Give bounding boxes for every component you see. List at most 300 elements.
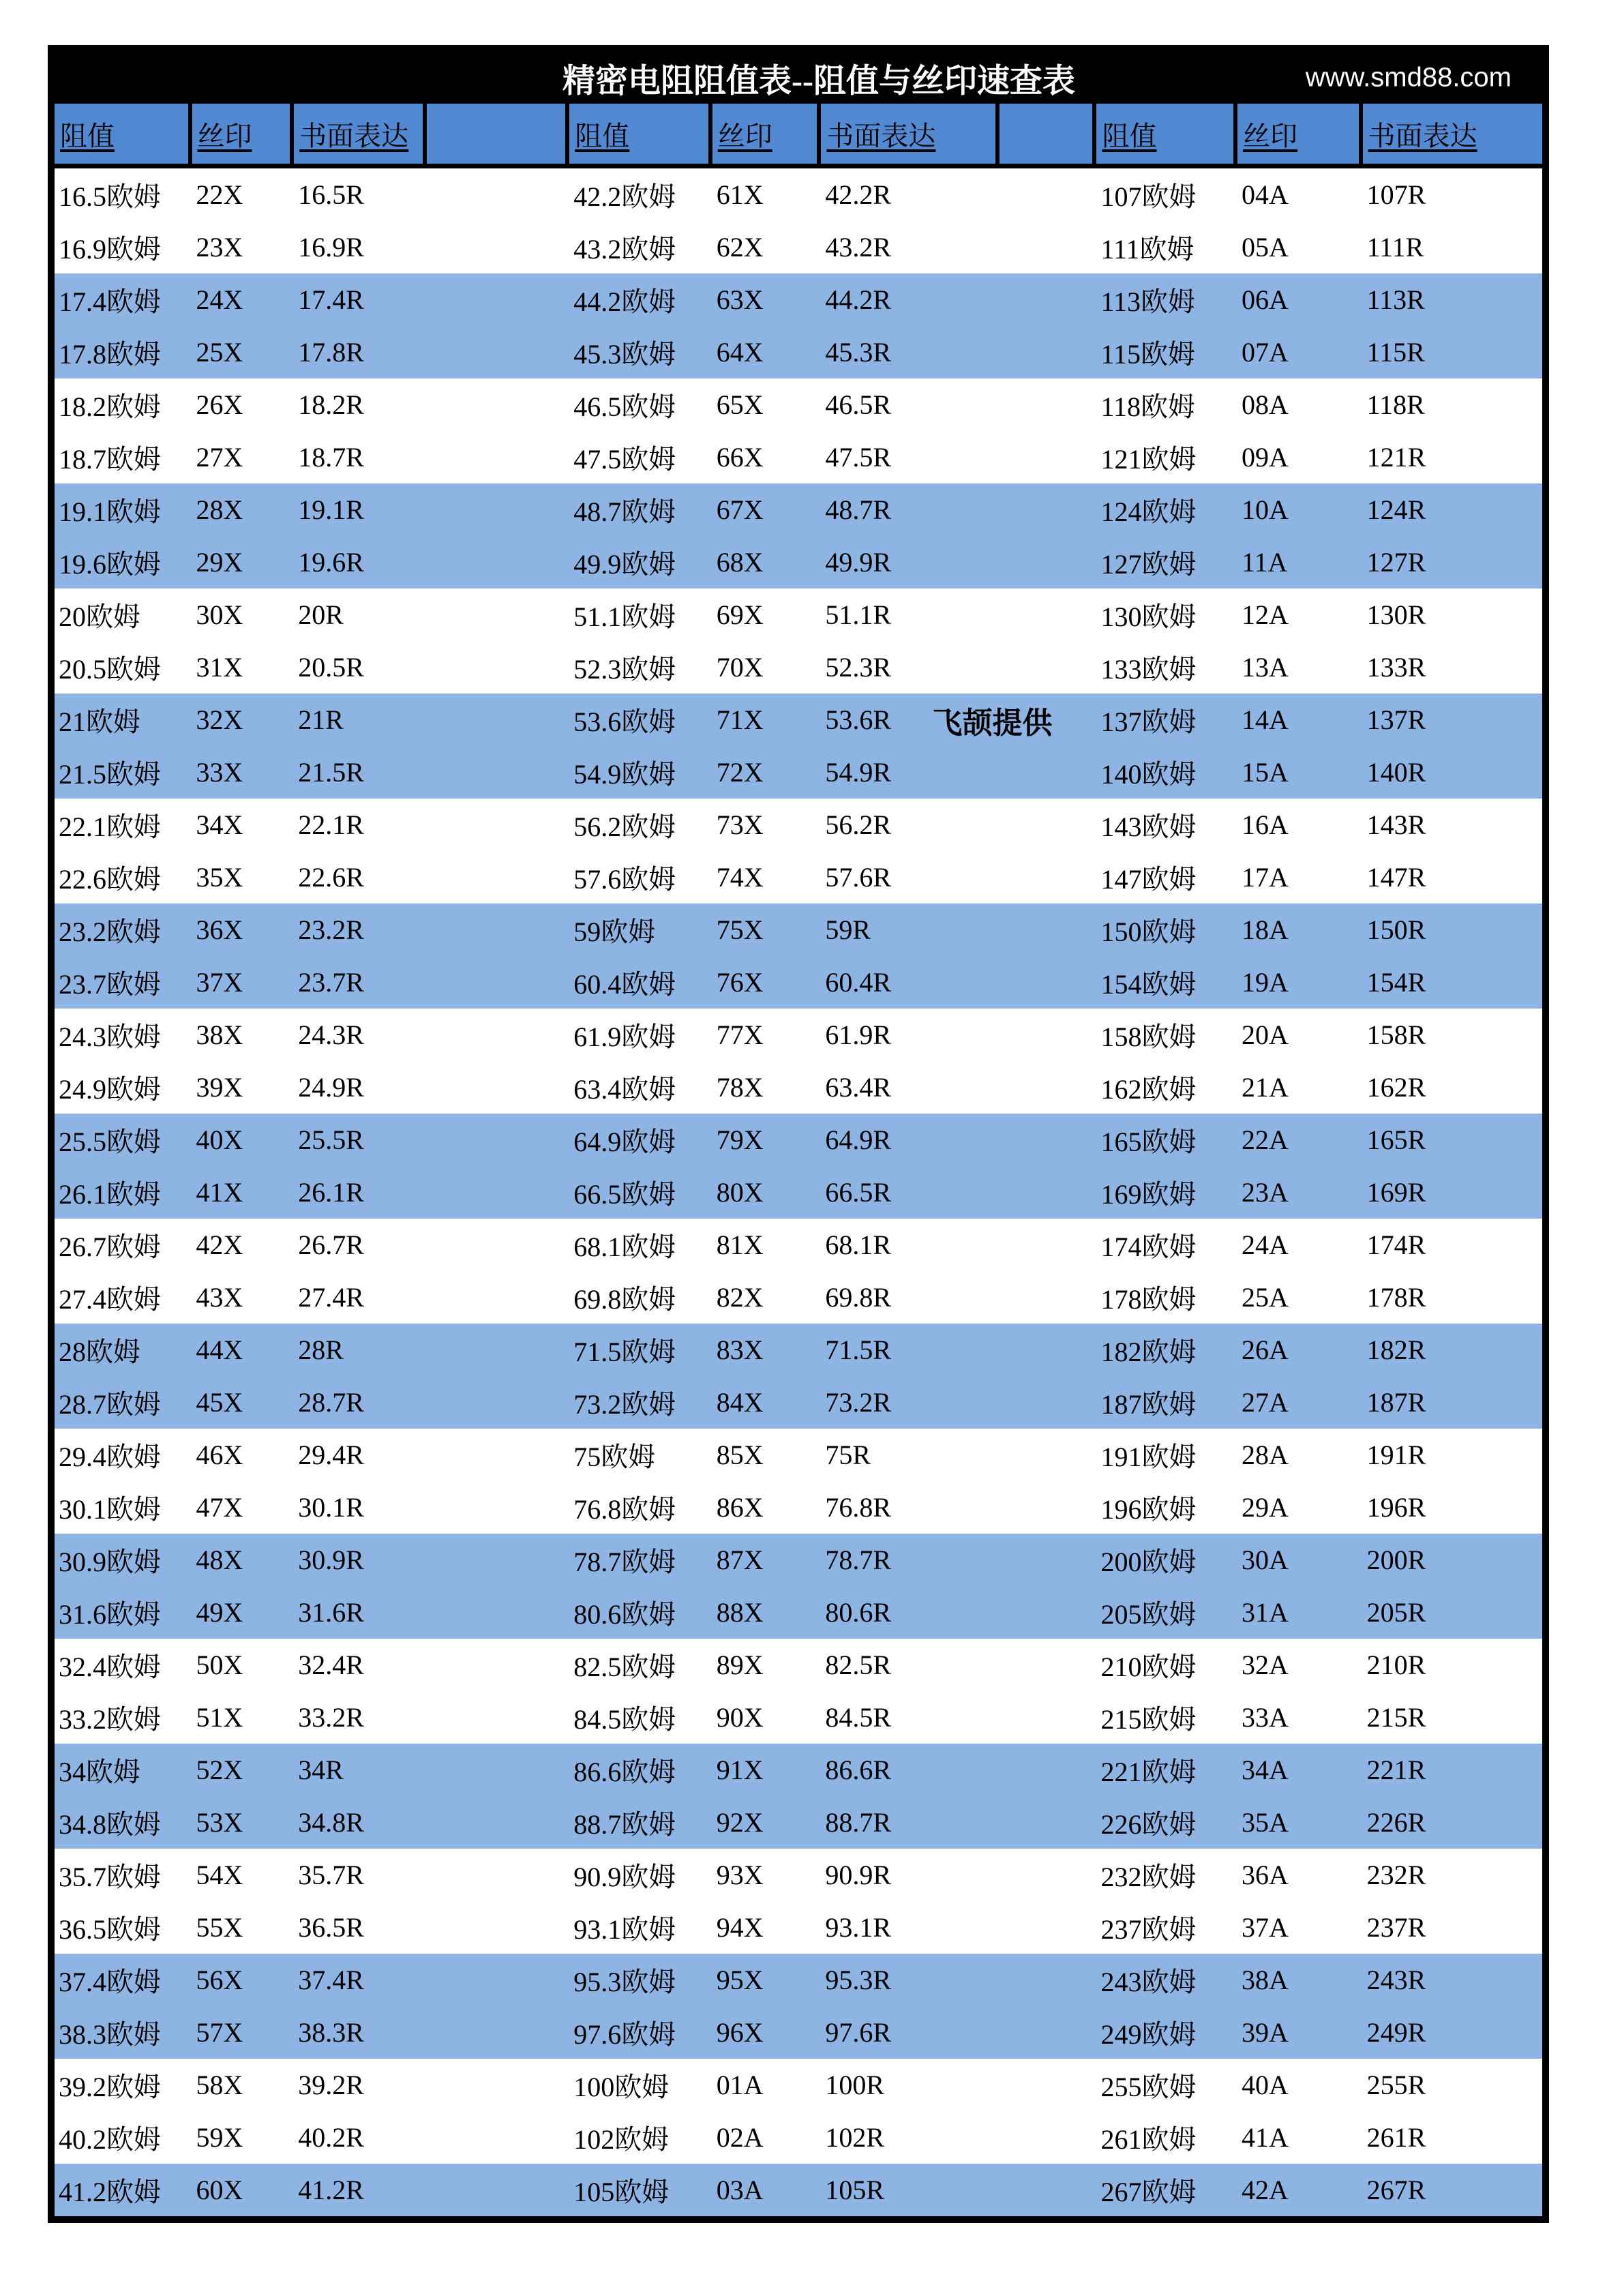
cell-silkscreen: 55X <box>196 1912 243 1943</box>
cell-resistance: 23.2欧姆 <box>59 916 161 947</box>
cell-resistance: 34欧姆 <box>59 1757 140 1787</box>
cell-silkscreen: 88X <box>716 1597 764 1628</box>
table-row <box>55 1639 1542 1691</box>
cell-written: 261R <box>1366 2122 1426 2153</box>
cell-silkscreen: 11A <box>1242 547 1288 578</box>
cell-written: 97.6R <box>825 2017 892 2048</box>
cell-silkscreen: 65X <box>716 389 764 420</box>
cell-written: 154R <box>1366 967 1426 998</box>
cell-written: 111R <box>1366 232 1424 263</box>
cell-resistance: 66.5欧姆 <box>573 1179 676 1210</box>
cell-silkscreen: 74X <box>716 862 764 893</box>
cell-silkscreen: 84X <box>716 1387 764 1418</box>
cell-silkscreen: 30A <box>1242 1545 1289 1575</box>
table-row <box>55 1114 1542 1166</box>
cell-silkscreen: 90X <box>716 1702 764 1733</box>
cell-silkscreen: 23X <box>196 232 243 263</box>
cell-silkscreen: 30X <box>196 599 243 630</box>
cell-resistance: 249欧姆 <box>1100 2019 1197 2050</box>
cell-resistance: 107欧姆 <box>1100 181 1197 212</box>
gap-cell <box>427 588 570 641</box>
table-row <box>55 1796 1542 1849</box>
cell-written: 19.6R <box>298 547 364 578</box>
cell-resistance: 115欧姆 <box>1100 339 1195 370</box>
cell-written: 150R <box>1366 914 1426 945</box>
cell-written: 78.7R <box>825 1545 892 1575</box>
gap-cell <box>1000 326 1097 378</box>
cell-written: 17.4R <box>298 284 364 315</box>
cell-written: 191R <box>1366 1440 1426 1470</box>
cell-resistance: 111欧姆 <box>1100 234 1195 265</box>
cell-silkscreen: 66X <box>716 442 764 473</box>
cell-silkscreen: 28A <box>1242 1440 1289 1470</box>
cell-written: 200R <box>1366 1545 1426 1575</box>
gap-cell <box>1000 2111 1097 2164</box>
cell-silkscreen: 89X <box>716 1650 764 1680</box>
cell-silkscreen: 75X <box>716 914 764 945</box>
cell-resistance: 24.3欧姆 <box>59 1022 161 1052</box>
gap-cell <box>1000 1796 1097 1849</box>
table-row <box>55 746 1542 799</box>
cell-resistance: 226欧姆 <box>1100 1809 1197 1840</box>
gap-cell <box>427 1061 570 1114</box>
cell-silkscreen: 49X <box>196 1597 243 1628</box>
cell-resistance: 196欧姆 <box>1100 1494 1197 1525</box>
table-row <box>55 483 1542 536</box>
gap-cell <box>427 1954 570 2006</box>
cell-written: 43.2R <box>825 232 892 263</box>
cell-resistance: 30.9欧姆 <box>59 1547 161 1577</box>
cell-written: 27.4R <box>298 1282 364 1313</box>
gap-cell <box>1000 168 1097 221</box>
gap-cell <box>1000 588 1097 641</box>
table-row <box>55 2111 1542 2164</box>
cell-resistance: 21欧姆 <box>59 706 140 737</box>
table-header <box>55 104 1542 168</box>
cell-resistance: 243欧姆 <box>1100 1967 1197 1997</box>
cell-resistance: 45.3欧姆 <box>573 339 676 370</box>
cell-silkscreen: 68X <box>716 547 764 578</box>
gap-cell <box>427 1166 570 1219</box>
cell-written: 69.8R <box>825 1282 892 1313</box>
gap-cell <box>1000 956 1097 1009</box>
cell-silkscreen: 47X <box>196 1492 243 1523</box>
cell-written: 255R <box>1366 2070 1426 2100</box>
table-row <box>55 1219 1542 1271</box>
cell-silkscreen: 35X <box>196 862 243 893</box>
cell-written: 26.1R <box>298 1177 364 1208</box>
cell-written: 53.6R <box>825 704 892 735</box>
gap-cell <box>1000 536 1097 588</box>
table-row <box>55 273 1542 326</box>
gap-cell <box>1000 1376 1097 1429</box>
cell-written: 66.5R <box>825 1177 892 1208</box>
gap-cell <box>1000 1324 1097 1376</box>
cell-resistance: 24.9欧姆 <box>59 1074 161 1105</box>
cell-resistance: 47.5欧姆 <box>573 444 676 475</box>
cell-silkscreen: 57X <box>196 2017 243 2048</box>
cell-resistance: 95.3欧姆 <box>573 1967 676 1997</box>
cell-written: 37.4R <box>298 1965 364 1995</box>
cell-resistance: 17.4欧姆 <box>59 286 161 317</box>
cell-written: 215R <box>1366 1702 1426 1733</box>
cell-silkscreen: 19A <box>1242 967 1289 998</box>
cell-written: 90.9R <box>825 1860 892 1890</box>
table-row <box>55 431 1542 483</box>
cell-resistance: 75欧姆 <box>573 1442 656 1472</box>
table-row <box>55 1009 1542 1061</box>
cell-silkscreen: 71X <box>716 704 764 735</box>
cell-silkscreen: 36A <box>1242 1860 1289 1890</box>
cell-silkscreen: 27A <box>1242 1387 1289 1418</box>
cell-resistance: 150欧姆 <box>1100 916 1197 947</box>
cell-silkscreen: 81X <box>716 1229 764 1260</box>
cell-resistance: 16.9欧姆 <box>59 234 161 265</box>
cell-resistance: 18.7欧姆 <box>59 444 161 475</box>
cell-resistance: 105欧姆 <box>573 2177 670 2207</box>
gap-cell <box>427 799 570 851</box>
cell-written: 267R <box>1366 2175 1426 2205</box>
gap-cell <box>427 1009 570 1061</box>
cell-resistance: 56.2欧姆 <box>573 811 676 842</box>
cell-written: 113R <box>1366 284 1425 315</box>
cell-written: 174R <box>1366 1229 1426 1260</box>
cell-resistance: 191欧姆 <box>1100 1442 1197 1472</box>
cell-silkscreen: 31X <box>196 652 243 683</box>
gap-cell <box>1000 1166 1097 1219</box>
cell-written: 56.2R <box>825 809 892 840</box>
cell-written: 115R <box>1366 337 1425 368</box>
cell-resistance: 237欧姆 <box>1100 1914 1197 1945</box>
cell-silkscreen: 48X <box>196 1545 243 1575</box>
gap-cell <box>427 2059 570 2111</box>
cell-written: 133R <box>1366 652 1426 683</box>
cell-silkscreen: 46X <box>196 1440 243 1470</box>
cell-silkscreen: 01A <box>716 2070 764 2100</box>
gap-cell <box>427 1219 570 1271</box>
table-row <box>55 1954 1542 2006</box>
cell-silkscreen: 36X <box>196 914 243 945</box>
cell-written: 73.2R <box>825 1387 892 1418</box>
gap-cell <box>427 1849 570 1901</box>
cell-written: 22.1R <box>298 809 364 840</box>
website-link[interactable]: www.smd88.com <box>1305 62 1512 93</box>
gap-cell <box>427 326 570 378</box>
cell-silkscreen: 27X <box>196 442 243 473</box>
cell-resistance: 174欧姆 <box>1100 1232 1197 1262</box>
gap-cell <box>1000 1009 1097 1061</box>
gap-cell <box>427 1586 570 1639</box>
table-row <box>55 904 1542 956</box>
cell-resistance: 90.9欧姆 <box>573 1862 676 1892</box>
cell-resistance: 69.8欧姆 <box>573 1284 676 1315</box>
cell-silkscreen: 20A <box>1242 1019 1289 1050</box>
cell-written: 25.5R <box>298 1124 364 1155</box>
cell-silkscreen: 17A <box>1242 862 1289 893</box>
cell-silkscreen: 42X <box>196 1229 243 1260</box>
gap-cell <box>427 483 570 536</box>
cell-resistance: 60.4欧姆 <box>573 969 676 1000</box>
cell-silkscreen: 26X <box>196 389 243 420</box>
cell-silkscreen: 72X <box>716 757 764 788</box>
gap-cell <box>1000 851 1097 904</box>
cell-silkscreen: 94X <box>716 1912 764 1943</box>
cell-written: 17.8R <box>298 337 364 368</box>
gap-cell <box>427 431 570 483</box>
cell-resistance: 51.1欧姆 <box>573 601 676 632</box>
gap-cell <box>427 221 570 273</box>
cell-written: 54.9R <box>825 757 892 788</box>
cell-silkscreen: 16A <box>1242 809 1289 840</box>
cell-written: 205R <box>1366 1597 1426 1628</box>
cell-written: 140R <box>1366 757 1426 788</box>
gap-cell <box>1000 2006 1097 2059</box>
cell-resistance: 64.9欧姆 <box>573 1127 676 1157</box>
cell-silkscreen: 58X <box>196 2070 243 2100</box>
cell-silkscreen: 09A <box>1242 442 1289 473</box>
cell-written: 18.7R <box>298 442 364 473</box>
cell-silkscreen: 86X <box>716 1492 764 1523</box>
cell-resistance: 162欧姆 <box>1100 1074 1197 1105</box>
table-row <box>55 2059 1542 2111</box>
cell-written: 86.6R <box>825 1755 892 1785</box>
cell-resistance: 88.7欧姆 <box>573 1809 676 1840</box>
cell-written: 35.7R <box>298 1860 364 1890</box>
cell-silkscreen: 52X <box>196 1755 243 1785</box>
cell-written: 61.9R <box>825 1019 892 1050</box>
header-resistance-3: 阻值 <box>1096 104 1237 164</box>
cell-written: 34R <box>298 1755 344 1785</box>
gap-cell <box>1000 746 1097 799</box>
cell-silkscreen: 02A <box>716 2122 764 2153</box>
cell-resistance: 27.4欧姆 <box>59 1284 161 1315</box>
header-silkscreen-2: 丝印 <box>712 104 822 164</box>
cell-resistance: 118欧姆 <box>1100 391 1195 422</box>
cell-written: 19.1R <box>298 494 364 525</box>
cell-resistance: 68.1欧姆 <box>573 1232 676 1262</box>
cell-written: 41.2R <box>298 2175 364 2205</box>
table-row <box>55 2164 1542 2216</box>
table-row <box>55 221 1542 273</box>
cell-written: 16.9R <box>298 232 364 263</box>
cell-written: 42.2R <box>825 179 892 210</box>
cell-written: 38.3R <box>298 2017 364 2048</box>
cell-resistance: 71.5欧姆 <box>573 1337 676 1367</box>
cell-resistance: 22.6欧姆 <box>59 864 161 895</box>
cell-silkscreen: 33X <box>196 757 243 788</box>
cell-resistance: 28.7欧姆 <box>59 1389 161 1420</box>
gap-cell <box>427 1271 570 1324</box>
table-row <box>55 1324 1542 1376</box>
cell-silkscreen: 40X <box>196 1124 243 1155</box>
cell-resistance: 39.2欧姆 <box>59 2072 161 2102</box>
cell-silkscreen: 64X <box>716 337 764 368</box>
gap-cell <box>1000 904 1097 956</box>
cell-written: 100R <box>825 2070 885 2100</box>
cell-resistance: 158欧姆 <box>1100 1022 1197 1052</box>
table-row <box>55 536 1542 588</box>
cell-resistance: 20.5欧姆 <box>59 654 161 685</box>
cell-silkscreen: 51X <box>196 1702 243 1733</box>
cell-written: 33.2R <box>298 1702 364 1733</box>
cell-silkscreen: 21A <box>1242 1072 1289 1103</box>
cell-resistance: 22.1欧姆 <box>59 811 161 842</box>
cell-silkscreen: 07A <box>1242 337 1289 368</box>
table-row <box>55 1166 1542 1219</box>
cell-written: 23.7R <box>298 967 364 998</box>
gap-cell <box>1000 2164 1097 2216</box>
cell-resistance: 43.2欧姆 <box>573 234 676 265</box>
cell-written: 45.3R <box>825 337 892 368</box>
cell-resistance: 200欧姆 <box>1100 1547 1197 1577</box>
cell-resistance: 23.7欧姆 <box>59 969 161 1000</box>
cell-silkscreen: 23A <box>1242 1177 1289 1208</box>
cell-resistance: 33.2欧姆 <box>59 1704 161 1735</box>
cell-silkscreen: 79X <box>716 1124 764 1155</box>
cell-written: 21.5R <box>298 757 364 788</box>
header-resistance-2: 阻值 <box>569 104 712 164</box>
gap-cell <box>1000 1114 1097 1166</box>
cell-silkscreen: 40A <box>1242 2070 1289 2100</box>
cell-silkscreen: 42A <box>1242 2175 1289 2205</box>
cell-resistance: 210欧姆 <box>1100 1652 1197 1682</box>
cell-silkscreen: 80X <box>716 1177 764 1208</box>
cell-resistance: 127欧姆 <box>1100 549 1197 580</box>
page-title: 精密电阻阻值表--阻值与丝印速查表 <box>562 63 1075 100</box>
cell-written: 49.9R <box>825 547 892 578</box>
gap-cell <box>427 746 570 799</box>
cell-silkscreen: 73X <box>716 809 764 840</box>
cell-silkscreen: 05A <box>1242 232 1289 263</box>
cell-written: 196R <box>1366 1492 1426 1523</box>
cell-written: 47.5R <box>825 442 892 473</box>
header-written-1: 书面表达 <box>294 104 427 164</box>
cell-silkscreen: 08A <box>1242 389 1289 420</box>
gap-cell <box>1000 1534 1097 1586</box>
header-written-3: 书面表达 <box>1368 120 1477 151</box>
cell-resistance: 215欧姆 <box>1100 1704 1197 1735</box>
gap-cell <box>1000 1061 1097 1114</box>
cell-silkscreen: 29X <box>196 547 243 578</box>
cell-silkscreen: 10A <box>1242 494 1289 525</box>
table-row <box>55 1901 1542 1954</box>
cell-written: 226R <box>1366 1807 1426 1838</box>
cell-written: 75R <box>825 1440 871 1470</box>
cell-silkscreen: 06A <box>1242 284 1289 315</box>
cell-silkscreen: 62X <box>716 232 764 263</box>
table-row <box>55 1691 1542 1744</box>
gap-cell <box>1000 1429 1097 1481</box>
cell-written: 105R <box>825 2175 885 2205</box>
cell-resistance: 61.9欧姆 <box>573 1022 676 1052</box>
cell-written: 121R <box>1366 442 1426 473</box>
gap-cell <box>427 2164 570 2216</box>
title-bar <box>55 52 1542 104</box>
gap-cell <box>427 1796 570 1849</box>
cell-silkscreen: 85X <box>716 1440 764 1470</box>
cell-silkscreen: 83X <box>716 1335 764 1365</box>
cell-written: 147R <box>1366 862 1426 893</box>
gap-cell <box>427 956 570 1009</box>
cell-written: 24.9R <box>298 1072 364 1103</box>
table-row <box>55 168 1542 221</box>
cell-silkscreen: 28X <box>196 494 243 525</box>
header-written-2: 书面表达 <box>821 104 999 164</box>
cell-resistance: 52.3欧姆 <box>573 654 676 685</box>
cell-silkscreen: 22X <box>196 179 243 210</box>
header-gap-1 <box>427 104 570 164</box>
cell-written: 221R <box>1366 1755 1426 1785</box>
cell-silkscreen: 76X <box>716 967 764 998</box>
cell-written: 68.1R <box>825 1229 892 1260</box>
cell-resistance: 28欧姆 <box>59 1337 140 1367</box>
gap-cell <box>427 536 570 588</box>
cell-silkscreen: 03A <box>716 2175 764 2205</box>
cell-resistance: 187欧姆 <box>1100 1389 1197 1420</box>
header-silkscreen-1: 丝印 <box>192 104 295 164</box>
cell-resistance: 35.7欧姆 <box>59 1862 161 1892</box>
table-row <box>55 1376 1542 1429</box>
cell-resistance: 40.2欧姆 <box>59 2124 161 2155</box>
cell-resistance: 41.2欧姆 <box>59 2177 161 2207</box>
cell-silkscreen: 33A <box>1242 1702 1289 1733</box>
cell-written: 165R <box>1366 1124 1426 1155</box>
table-row <box>55 1061 1542 1114</box>
cell-silkscreen: 78X <box>716 1072 764 1103</box>
header-silkscreen-3: 丝印 <box>1237 104 1363 164</box>
cell-written: 31.6R <box>298 1597 364 1628</box>
cell-silkscreen: 39X <box>196 1072 243 1103</box>
table-row <box>55 851 1542 904</box>
cell-resistance: 19.1欧姆 <box>59 496 161 527</box>
table-row <box>55 1744 1542 1796</box>
gap-cell <box>1000 221 1097 273</box>
cell-silkscreen: 25A <box>1242 1282 1289 1313</box>
cell-written: 44.2R <box>825 284 892 315</box>
cell-silkscreen: 14A <box>1242 704 1289 735</box>
cell-resistance: 57.6欧姆 <box>573 864 676 895</box>
cell-silkscreen: 35A <box>1242 1807 1289 1838</box>
cell-resistance: 48.7欧姆 <box>573 496 676 527</box>
cell-resistance: 31.6欧姆 <box>59 1599 161 1630</box>
cell-resistance: 84.5欧姆 <box>573 1704 676 1735</box>
cell-written: 107R <box>1366 179 1426 210</box>
cell-resistance: 34.8欧姆 <box>59 1809 161 1840</box>
cell-silkscreen: 38A <box>1242 1965 1289 1995</box>
table-row <box>55 326 1542 378</box>
cell-written: 127R <box>1366 547 1426 578</box>
gap-cell <box>427 1114 570 1166</box>
cell-written: 76.8R <box>825 1492 892 1523</box>
cell-written: 249R <box>1366 2017 1426 2048</box>
cell-written: 20.5R <box>298 652 364 683</box>
cell-resistance: 63.4欧姆 <box>573 1074 676 1105</box>
cell-written: 158R <box>1366 1019 1426 1050</box>
cell-written: 28R <box>298 1335 344 1365</box>
cell-resistance: 26.7欧姆 <box>59 1232 161 1262</box>
cell-resistance: 205欧姆 <box>1100 1599 1197 1630</box>
cell-silkscreen: 61X <box>716 179 764 210</box>
cell-resistance: 130欧姆 <box>1100 601 1197 632</box>
cell-written: 243R <box>1366 1965 1426 1995</box>
cell-resistance: 178欧姆 <box>1100 1284 1197 1315</box>
gap-cell <box>427 273 570 326</box>
cell-resistance: 54.9欧姆 <box>573 759 676 790</box>
cell-silkscreen: 22A <box>1242 1124 1289 1155</box>
cell-written: 20R <box>298 599 344 630</box>
cell-silkscreen: 91X <box>716 1755 764 1785</box>
cell-silkscreen: 34X <box>196 809 243 840</box>
